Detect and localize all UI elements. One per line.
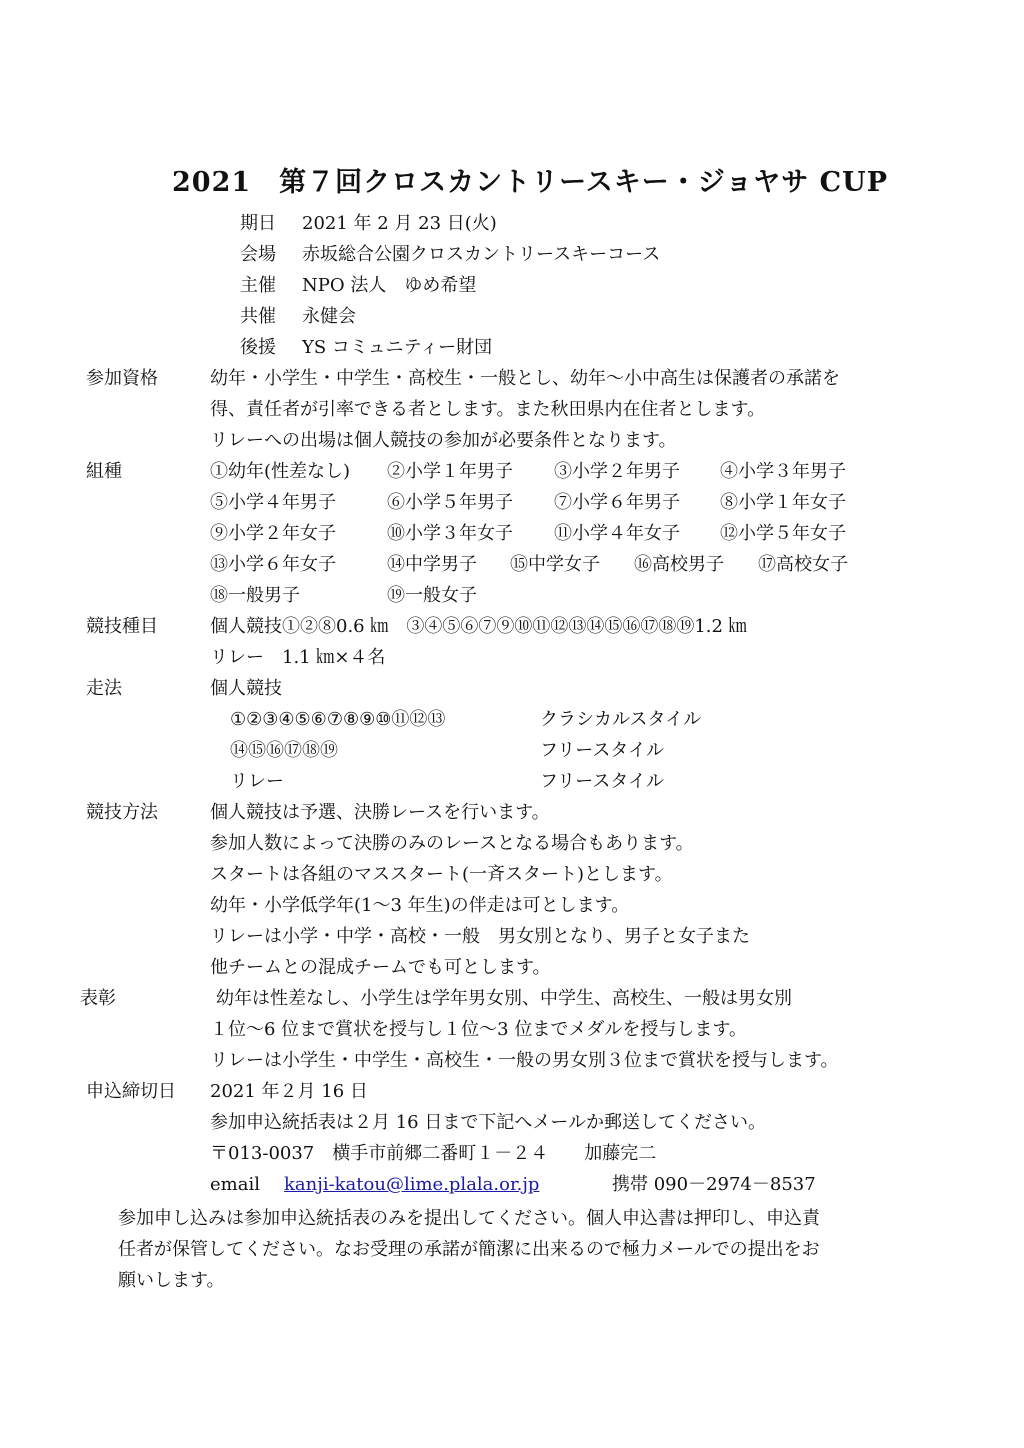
method-label: 競技方法 — [86, 802, 158, 823]
category-item: ⑬小学６年女子 — [210, 554, 336, 575]
awards-line: １位〜6 位まで賞状を授与し１位〜3 位までメダルを授与します。 — [210, 1019, 747, 1040]
method-line: 幼年・小学低学年(1〜3 年生)の伴走は可とします。 — [210, 895, 630, 916]
header-value: NPO 法人 ゆめ希望 — [302, 275, 477, 296]
category-item: ⑫小学５年女子 — [720, 523, 846, 544]
category-item: ⑨小学２年女子 — [210, 523, 336, 544]
header-date-row — [240, 212, 497, 236]
category-item: ③小学２年男子 — [554, 461, 680, 482]
events-label: 競技種目 — [86, 616, 158, 637]
awards-label: 表彰 — [80, 988, 116, 1009]
style-label: 走法 — [86, 678, 122, 699]
style-name: クラシカルスタイル — [540, 709, 702, 730]
category-item: ⑧小学１年女子 — [720, 492, 846, 513]
phone-number: 携帯 090－2974－8537 — [612, 1174, 816, 1195]
header-venue-row — [240, 243, 660, 267]
deadline-date: 2021 年２月 16 日 — [210, 1081, 368, 1102]
category-item: ⑭中学男子 — [387, 554, 477, 575]
mailing-address: 〒013-0037 横手市前郷二番町１－２４ 加藤完二 — [210, 1143, 657, 1164]
category-item: ①幼年(性差なし) — [210, 461, 351, 482]
page-title: 2021 第７回クロスカントリースキー・ジョヤサ CUP — [172, 167, 888, 198]
method-line: 他チームとの混成チームでも可とします。 — [210, 957, 551, 978]
category-item: ⑲一般女子 — [387, 585, 477, 606]
category-item: ⑤小学４年男子 — [210, 492, 336, 513]
header-value: 永健会 — [302, 306, 356, 327]
events-line: 個人競技①②⑧0.6 ㎞ ③④⑤⑥⑦⑨⑩⑪⑫⑬⑭⑮⑯⑰⑱⑲1.2 ㎞ — [210, 616, 747, 637]
method-line: 参加人数によって決勝のみのレースとなる場合もあります。 — [210, 833, 694, 854]
style-groups: ①②③④⑤⑥⑦⑧⑨⑩⑪⑫⑬ — [230, 709, 446, 730]
header-label: 共催 — [240, 306, 276, 327]
category-item: ⑰高校女子 — [758, 554, 848, 575]
footer-line: 任者が保管してください。なお受理の承諾が簡潔に出来るので極力メールでの提出をお — [118, 1239, 820, 1260]
email-link[interactable]: kanji-katou@lime.plala.or.jp — [284, 1174, 540, 1195]
header-organizer-row — [240, 274, 476, 298]
header-value: 赤坂総合公園クロスカントリースキーコース — [302, 244, 661, 265]
eligibility-line: 幼年・小学生・中学生・高校生・一般とし、幼年〜小中高生は保護者の承諾を — [210, 368, 840, 389]
deadline-note: 参加申込統括表は２月 16 日まで下記へメールか郵送してください。 — [210, 1112, 766, 1133]
method-line: スタートは各組のマススタート(一斉スタート)とします。 — [210, 864, 673, 885]
method-line: 個人競技は予選、決勝レースを行います。 — [210, 802, 550, 823]
category-item: ②小学１年男子 — [387, 461, 513, 482]
header-label: 主催 — [240, 275, 276, 296]
header-label: 会場 — [240, 244, 276, 265]
category-item: ⑩小学３年女子 — [387, 523, 513, 544]
header-cohost-row — [240, 305, 356, 329]
header-label: 期日 — [240, 213, 276, 234]
style-groups: ⑭⑮⑯⑰⑱⑲ — [230, 740, 338, 761]
category-item: ⑥小学５年男子 — [387, 492, 513, 513]
footer-line: 願いします。 — [118, 1270, 225, 1291]
deadline-label: 申込締切日 — [86, 1081, 176, 1102]
style-name: フリースタイル — [540, 740, 665, 761]
email-label: email — [210, 1174, 260, 1195]
eligibility-line: リレーへの出場は個人競技の参加が必要条件となります。 — [210, 430, 677, 451]
header-sponsor-row — [240, 336, 492, 360]
footer-line: 参加申し込みは参加申込統括表のみを提出してください。個人申込書は押印し、申込責 — [118, 1208, 820, 1229]
category-item: ⑯高校男子 — [634, 554, 724, 575]
style-name: フリースタイル — [540, 771, 665, 792]
style-intro: 個人競技 — [210, 678, 282, 699]
awards-line: 幼年は性差なし、小学生は学年男女別、中学生、高校生、一般は男女別 — [216, 988, 792, 1009]
awards-line: リレーは小学生・中学生・高校生・一般の男女別３位まで賞状を授与します。 — [210, 1050, 839, 1071]
category-item: ⑦小学６年男子 — [554, 492, 680, 513]
categories-label: 組種 — [86, 461, 122, 482]
style-groups: リレー — [230, 771, 284, 792]
category-item: ⑮中学女子 — [510, 554, 600, 575]
method-line: リレーは小学・中学・高校・一般 男女別となり、男子と女子また — [210, 926, 750, 947]
category-item: ⑱一般男子 — [210, 585, 300, 606]
eligibility-label: 参加資格 — [86, 368, 158, 389]
header-value: YS コミュニティー財団 — [302, 337, 493, 358]
header-value: 2021 年 2 月 23 日(火) — [302, 213, 497, 234]
header-label: 後援 — [240, 337, 276, 358]
eligibility-line: 得、責任者が引率できる者とします。また秋田県内在住者とします。 — [210, 399, 766, 420]
category-item: ⑪小学４年女子 — [554, 523, 680, 544]
events-line: リレー 1.1 ㎞×４名 — [210, 647, 386, 668]
category-item: ④小学３年男子 — [720, 461, 846, 482]
